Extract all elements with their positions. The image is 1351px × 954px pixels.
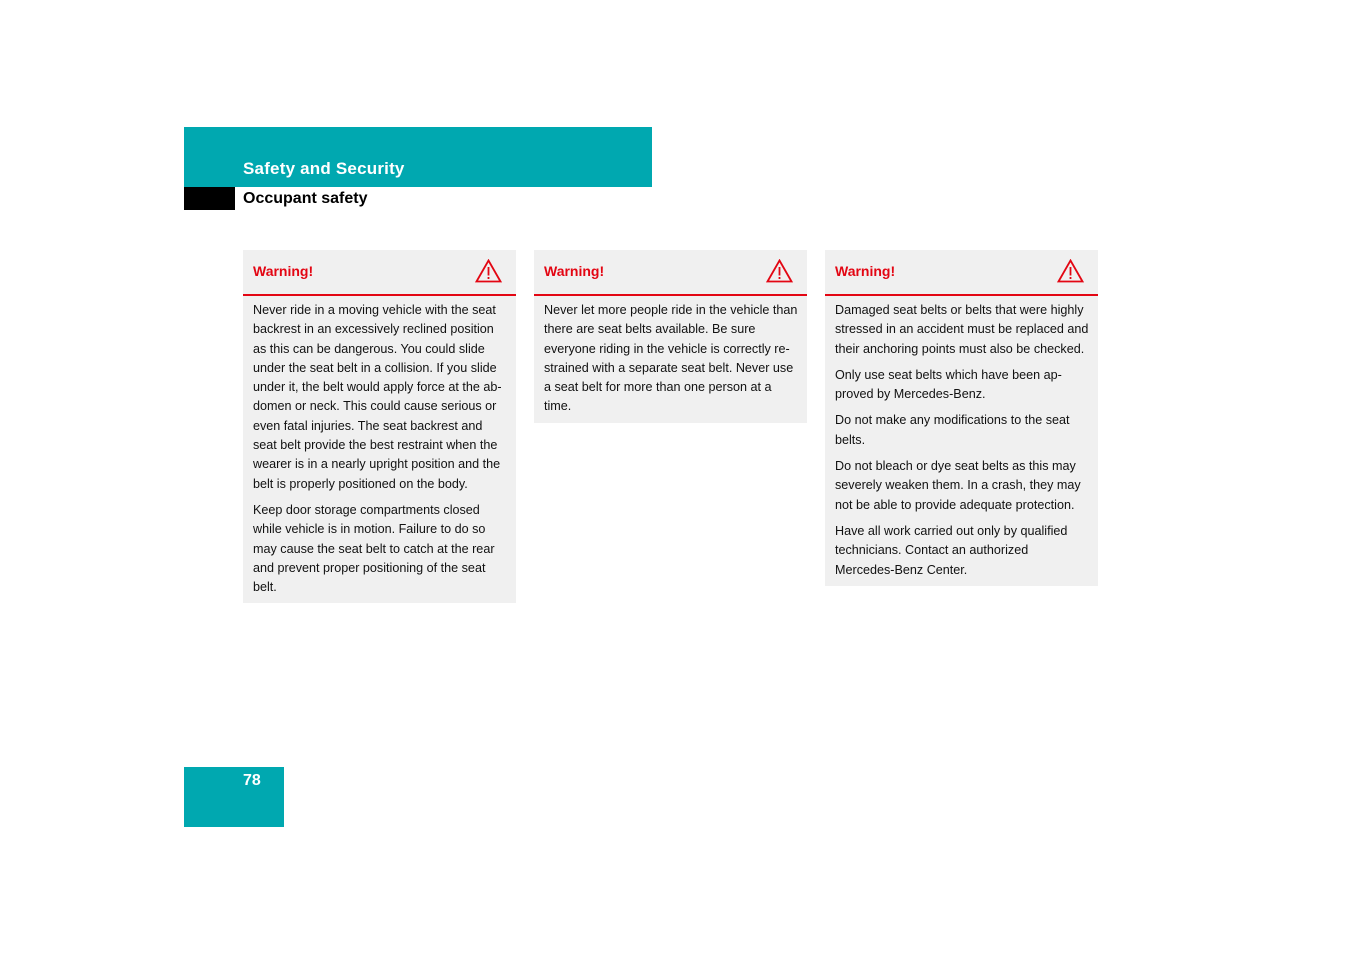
warning-paragraph: Have all work carried out only by qualified technicians. Contact an authorized Mercedes-Benz Center. — [835, 523, 1068, 577]
section-title: Safety and Security — [243, 159, 405, 178]
warning-paragraph: Only use seat belts which have been ap-proved by Mercedes-Benz. — [835, 367, 1062, 402]
warning-paragraph: Do not make any modifications to the seat belts. — [835, 413, 1070, 447]
warning-box-3 — [825, 250, 1098, 586]
warning-triangle-icon — [1057, 259, 1084, 283]
warning-paragraph: Do not bleach or dye seat belts as this may severely weaken them. In a crash, they may not be able to provide adequate protection. — [835, 459, 1081, 512]
warning-paragraph: Never ride in a moving vehicle with the seat backrest in an excessively reclined position as this can be dangerous. You could slide under the seat belt in a collision. If you slide under it, the belt would apply force at the ab-domen or neck. This could cause serious or even fatal injuries. The seat backrest and seat belt provide the best restraint when the wearer is in a nearly upright position and the belt is properly positioned on the body. — [253, 303, 502, 491]
page-number-box — [184, 767, 284, 827]
warning-body — [243, 296, 516, 603]
warning-label: Warning! — [544, 263, 605, 279]
warning-paragraph: Never let more people ride in the vehicle than there are seat belts available. Be sure everyone riding in the vehicle is correctly re-strained with a separate seat belt. Never use a seat belt for more than one person at a time. — [544, 303, 798, 414]
warning-label: Warning! — [835, 263, 896, 279]
subsection-title: Occupant safety — [243, 190, 368, 207]
warning-triangle-icon — [475, 259, 502, 283]
warning-label: Warning! — [253, 263, 314, 279]
warning-box-1 — [243, 250, 516, 603]
warning-header — [534, 250, 807, 296]
warning-paragraph: Damaged seat belts or belts that were highly stressed in an accident must be replaced and their anchoring points must also be checked. — [835, 303, 1089, 356]
page-number: 78 — [243, 772, 261, 789]
section-marker — [184, 187, 235, 210]
warning-box-2 — [534, 250, 807, 423]
warning-body — [534, 296, 807, 423]
warning-header — [243, 250, 516, 296]
warning-header — [825, 250, 1098, 296]
warning-body — [825, 296, 1098, 586]
warning-triangle-icon — [766, 259, 793, 283]
warning-paragraph: Keep door storage compartments closed while vehicle is in motion. Failure to do so may cause the seat belt to catch at the rear and prevent proper positioning of the seat belt. — [253, 502, 495, 595]
